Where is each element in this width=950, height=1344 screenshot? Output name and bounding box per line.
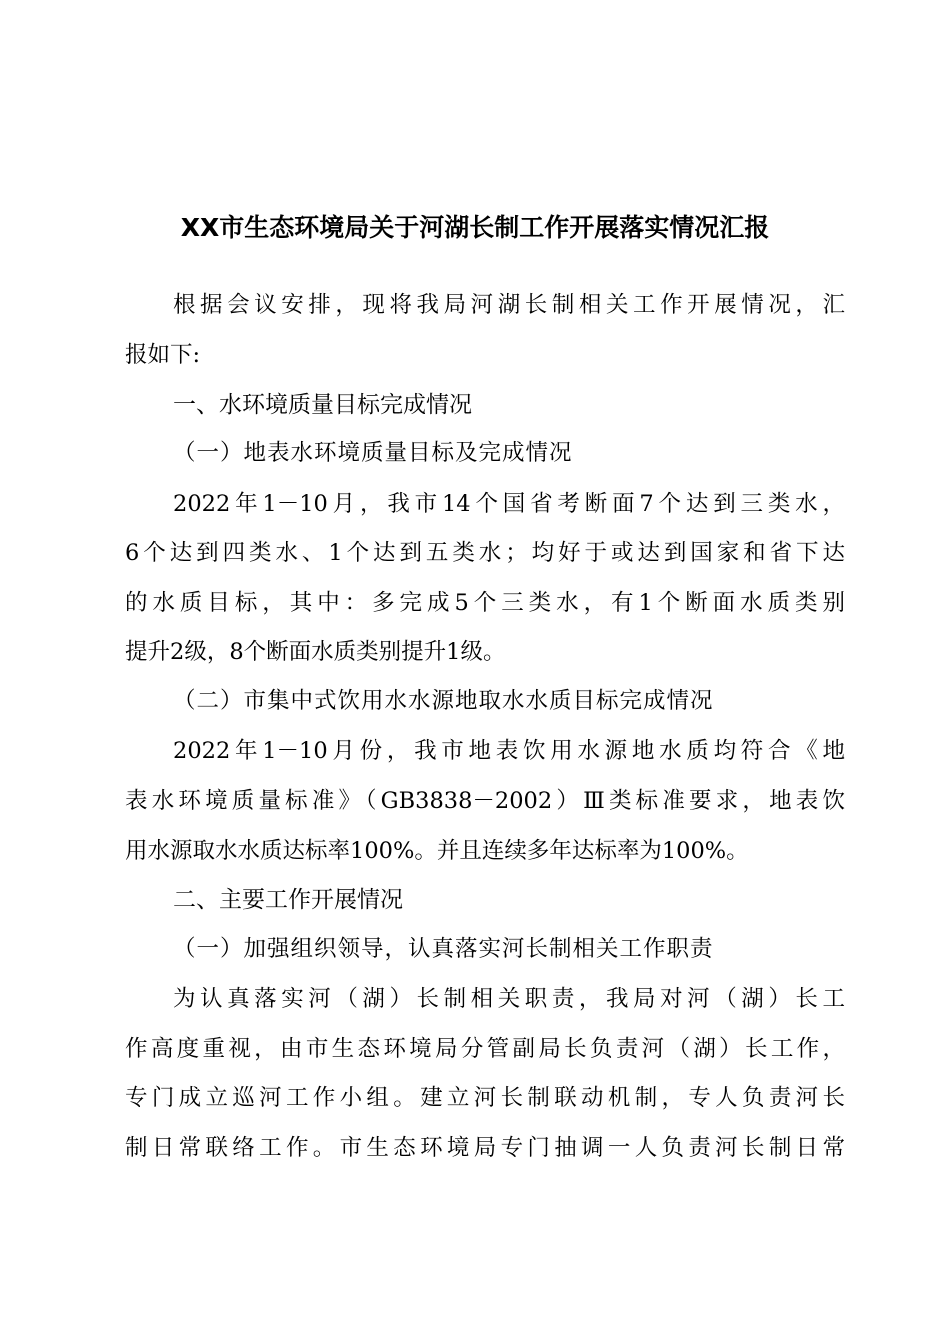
paragraph-line: 2022年1－10月，我市14个国省考断面7个达到三类水， [173,491,845,517]
section-heading: 二、主要工作开展情况 [173,887,403,913]
paragraph-line: 2022年1－10月份，我市地表饮用水源地水质均符合《地 [173,738,845,764]
document-title: XX市生态环境局关于河湖长制工作开展落实情况汇报 [180,213,770,242]
section-heading: 一、水环境质量目标完成情况 [173,392,472,418]
paragraph-line: 作高度重视，由市生态环境局分管副局长负责河（湖）长工作， [125,1036,845,1062]
paragraph-line: 6个达到四类水、1个达到五类水；均好于或达到国家和省下达 [125,540,845,566]
paragraph-line: 专门成立巡河工作小组。建立河长制联动机制，专人负责河长 [125,1085,845,1111]
subsection-heading: （二）市集中式饮用水水源地取水水质目标完成情况 [173,688,714,714]
paragraph-line: 提升2级，8个断面水质类别提升1级。 [125,639,506,665]
subsection-heading: （一）地表水环境质量目标及完成情况 [173,440,573,466]
paragraph-line: 为认真落实河（湖）长制相关职责，我局对河（湖）长工 [173,986,845,1012]
intro-line: 报如下: [125,342,201,368]
intro-line: 根据会议安排，现将我局河湖长制相关工作开展情况，汇 [173,292,845,318]
paragraph-line: 的水质目标，其中：多完成5个三类水，有1个断面水质类别 [125,590,845,616]
paragraph-line: 用水源取水水质达标率100%。并且连续多年达标率为100%。 [125,838,749,864]
subsection-heading: （一）加强组织领导，认真落实河长制相关工作职责 [173,936,714,962]
paragraph-line: 表水环境质量标准》（GB3838－2002）Ⅲ类标准要求，地表饮 [125,788,845,814]
paragraph-line: 制日常联络工作。市生态环境局专门抽调一人负责河长制日常 [125,1135,845,1161]
